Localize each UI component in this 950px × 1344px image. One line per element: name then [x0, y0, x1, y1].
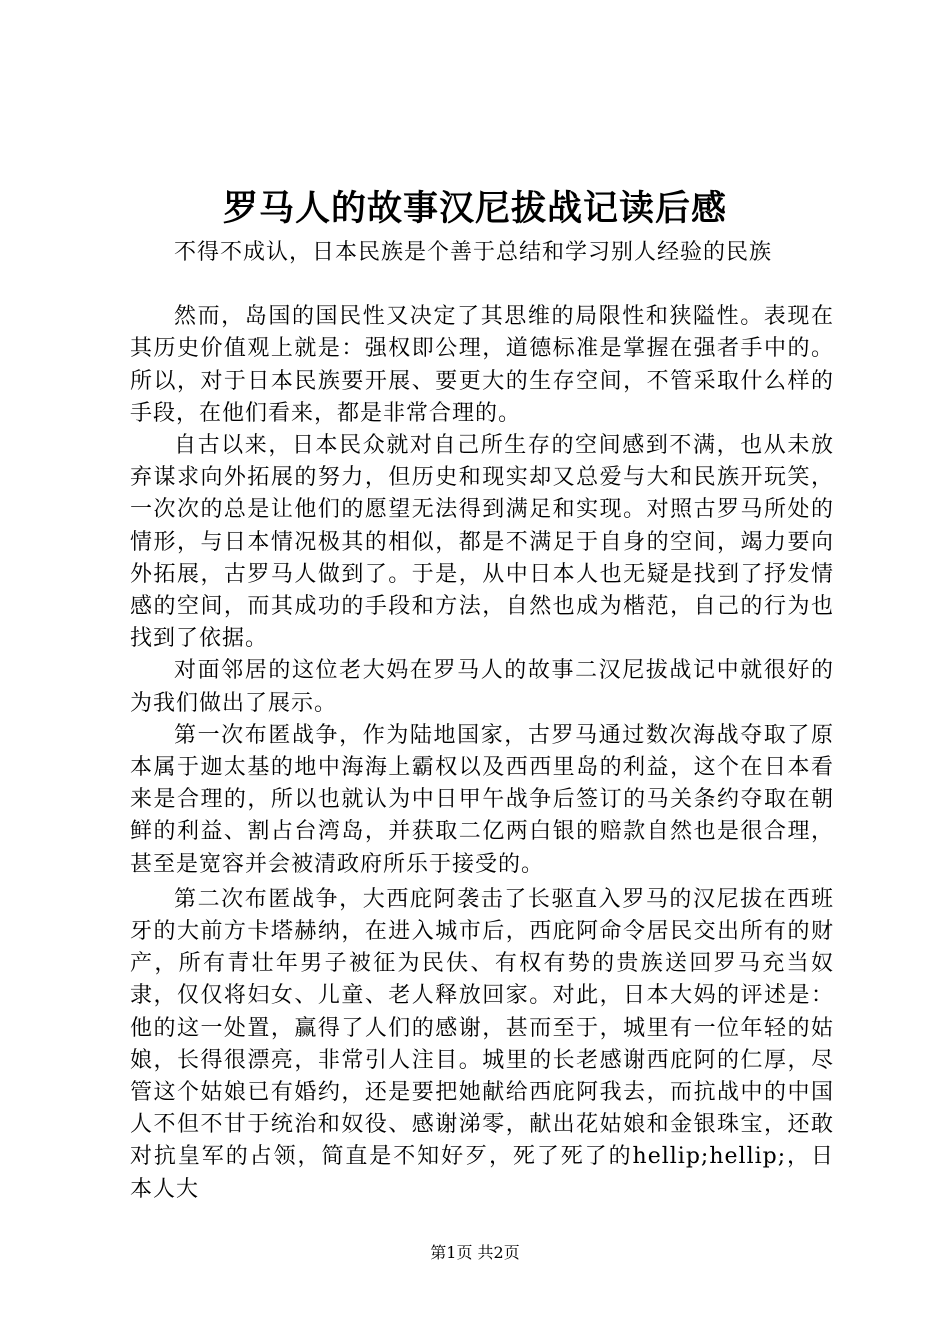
page-footer: 第1页 共2页 — [430, 1243, 520, 1262]
paragraph-2: 自古以来，日本民众就对自己所生存的空间感到不满，也从未放弃谋求向外拓展的努力，但历史和现实却又总爱与大和民族开玩笑，一次次的总是让他们的愿望无法得到满足和实现。对照古罗马所处的情形，与日本情况极其的相似，都是不满足于自身的空间，竭力要向外拓展，古罗马人做到了。于是，从中日本人也无疑是找到了抒发情感的空间，而其成功的手段和方法，自然也成为楷范，自己的行为也找到了依据。 — [130, 433, 834, 652]
document-title: 罗马人的故事汉尼拔战记读后感 — [222, 188, 727, 229]
paragraph-intro: 不得不成认，日本民族是个善于总结和学习别人经验的民族 — [174, 240, 773, 265]
paragraph-5: 第二次布匿战争，大西庇阿袭击了长驱直入罗马的汉尼拔在西班牙的大前方卡塔赫纳，在进入城市后，西庇阿命令居民交出所有的财产，所有青壮年男子被征为民伕、有权有势的贵族送回罗马充当奴隶，仅仅将妇女、儿童、老人释放回家。对此，日本大妈的评述是：他的这一处置，赢得了人们的感谢，甚而至于，城里有一位年轻的姑娘，长得很漂亮，非常引人注目。城里的长老感谢西庇阿的仁厚，尽管这个姑娘已有婚约，还是要把她献给西庇阿我去，而抗战中的中国人不但不甘于统治和奴役、感谢涕零，献出花姑娘和金银珠宝，还敢对抗皇军的占领，简直是不知好歹，死了死了的hellip;hellip;，日本人大 — [130, 886, 834, 1202]
paragraph-4: 第一次布匿战争，作为陆地国家，古罗马通过数次海战夺取了原本属于迦太基的地中海海上霸权以及西西里岛的利益，这个在日本看来是合理的，所以也就认为中日甲午战争后签订的马关条约夺取在朝鲜的利益、割占台湾岛，并获取二亿两白银的赔款自然也是很合理，甚至是宽容并会被清政府所乐于接受的。 — [130, 722, 834, 877]
paragraph-1: 然而，岛国的国民性又决定了其思维的局限性和狭隘性。表现在其历史价值观上就是：强权即公理，道德标准是掌握在强者手中的。所以，对于日本民族要开展、要更大的生存空间，不管采取什么样的手段，在他们看来，都是非常合理的。 — [130, 304, 834, 426]
paragraph-3: 对面邻居的这位老大妈在罗马人的故事二汉尼拔战记中就很好的为我们做出了展示。 — [130, 658, 834, 716]
document-body — [130, 237, 834, 1206]
